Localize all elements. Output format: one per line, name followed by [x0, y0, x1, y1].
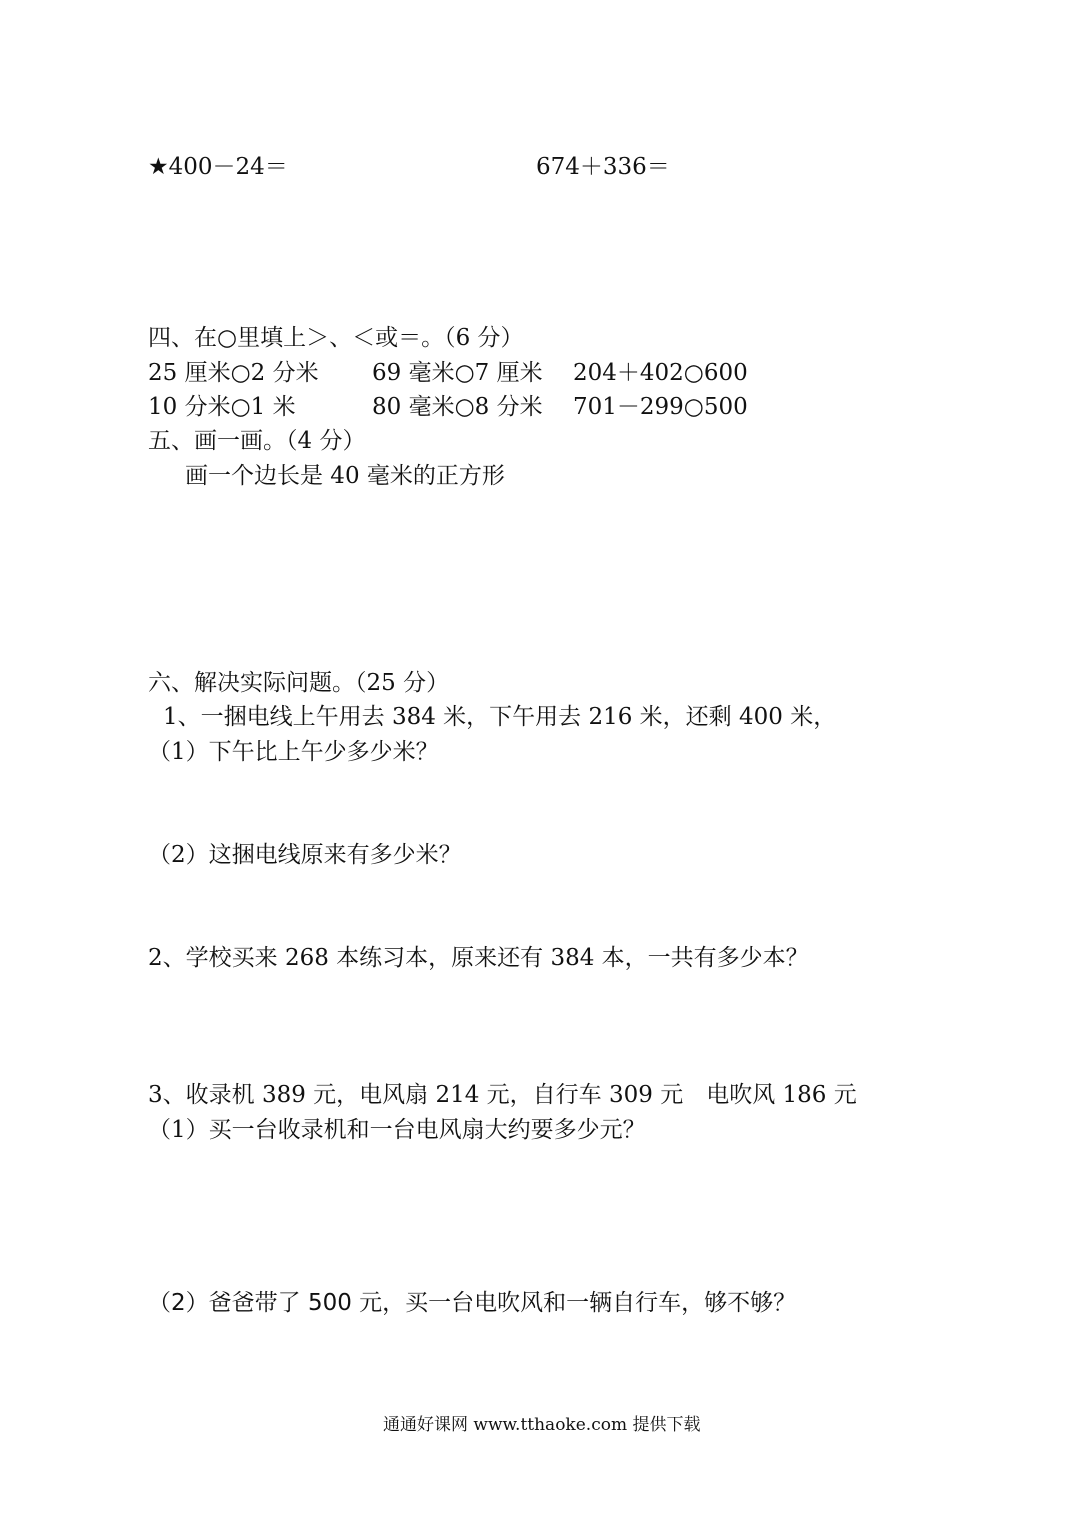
calc-right: 674＋336＝ [536, 154, 670, 180]
q3-sub2: （2）爸爸带了 500 元，买一台电吹风和一辆自行车，够不够？ [148, 1290, 797, 1316]
compare-2-3: 701－299○500 [573, 394, 748, 420]
compare-2-2: 80 毫米○8 分米 [372, 394, 543, 420]
page-footer: 通通好课网 www.tthaoke.com 提供下载 [383, 1415, 701, 1435]
compare-1-1: 25 厘米○2 分米 [148, 360, 319, 386]
q1-sub1: （1）下午比上午少多少米？ [148, 739, 439, 765]
q3-stem: 3、收录机 389 元，电风扇 214 元，自行车 309 元 电吹风 186 元 [148, 1082, 857, 1108]
section4-heading: 四、在○里填上＞、＜或＝。（6 分） [148, 325, 524, 351]
compare-2-1: 10 分米○1 米 [148, 394, 296, 420]
q2-stem: 2、学校买来 268 本练习本，原来还有 384 本，一共有多少本？ [148, 945, 809, 971]
q3-sub1: （1）买一台收录机和一台电风扇大约要多少元？ [148, 1117, 646, 1143]
q1-stem: 1、一捆电线上午用去 384 米，下午用去 216 米，还剩 400 米， [163, 704, 837, 730]
q1-sub2: （2）这捆电线原来有多少米？ [148, 842, 462, 868]
section6-heading: 六、解决实际问题。（25 分） [148, 670, 450, 696]
section5-heading: 五、画一画。（4 分） [148, 428, 366, 454]
calc-left: ★400－24＝ [148, 154, 288, 180]
section5-task: 画一个边长是 40 毫米的正方形 [185, 463, 505, 489]
compare-1-3: 204＋402○600 [573, 360, 748, 386]
compare-1-2: 69 毫米○7 厘米 [372, 360, 543, 386]
